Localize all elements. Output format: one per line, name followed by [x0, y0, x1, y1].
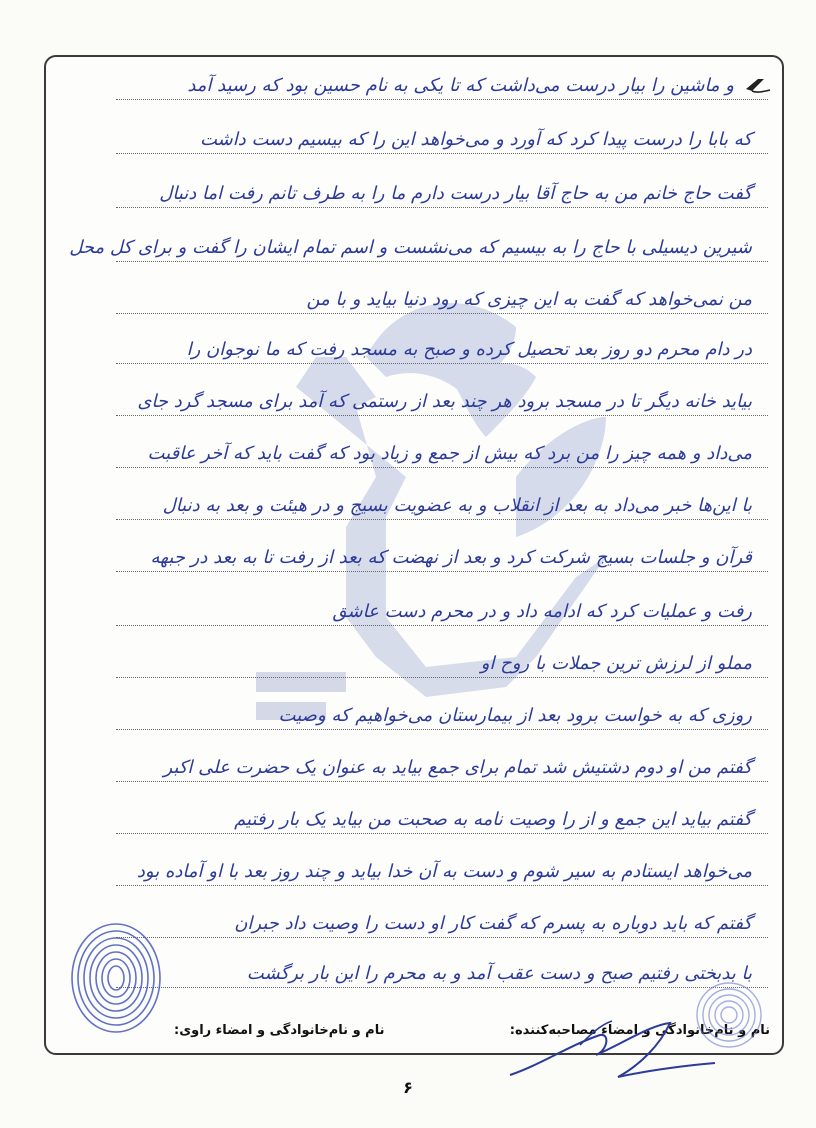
handwritten-line: می‌داد و همه چیز را من برد که بیش از جمع و زیاد بود که گفت باید که آخر عاقبت: [147, 443, 752, 464]
handwritten-line: در دام محرم دو روز بعد تحصیل کرده و صبح به مسجد رفت که ما نوجوان را: [186, 339, 752, 360]
ruled-line: [116, 571, 768, 572]
ruled-line: [116, 415, 768, 416]
ruled-line: [116, 99, 768, 100]
watermark-text-bar: [256, 672, 346, 692]
ruled-line: [116, 207, 768, 208]
ruled-line: [116, 153, 768, 154]
ruled-line: [116, 467, 768, 468]
page-number: ۶: [403, 1078, 413, 1097]
form-frame: [44, 55, 784, 1055]
handwritten-line: می‌خواهد ایستادم به سیر شوم و دست به آن خدا بیاید و چند روز بعد با او آماده بود: [136, 861, 752, 882]
handwritten-line: که بابا را درست پیدا کرد که آورد و می‌خواهد این را که بیسیم دست داشت: [199, 129, 752, 150]
handwritten-line: و ماشین را بیار درست می‌داشت که تا یکی به نام حسین بود که رسید آمد: [187, 75, 734, 96]
handwritten-line: بیاید خانه دیگر تا در مسجد برود هر چند بعد از رستمی که آمد برای مسجد گرد جای: [137, 391, 752, 412]
handwritten-line: روزی که به خواست برود بعد از بیمارستان می‌خواهیم که وصیت: [278, 705, 752, 726]
interviewer-signature-label: نام و نام‌خانوادگی و امضاء مصاحبه‌کننده:: [509, 1023, 770, 1038]
handwritten-line: گفتم من او دوم دشتیش شد تمام برای جمع بیاید به عنوان یک حضرت علی اکبر: [163, 757, 752, 778]
handwritten-line: گفت حاج خانم من به حاج آقا بیار درست دارم ما را به طرف تانم رفت اما دنبال: [159, 183, 752, 204]
handwritten-line: با این‌ها خبر می‌داد به بعد از انقلاب و به عضویت بسیج و در هیئت و بعد به دنبال: [162, 495, 752, 516]
handwritten-line: شیرین دیسیلی با حاج را به بیسیم که می‌نشست و اسم تمام ایشان را گفت و برای کل محل: [69, 237, 752, 258]
handwritten-line: رفت و عملیات کرد که ادامه داد و در محرم دست عاشق: [332, 601, 752, 622]
ruled-line: [116, 261, 768, 262]
narrator-signature-label: نام و نام‌خانوادگی و امضاء راوی:: [174, 1023, 385, 1038]
handwritten-line: گفتم که باید دوباره به پسرم که گفت کار او دست را وصیت داد جبران: [234, 913, 752, 934]
ruled-line: [116, 833, 768, 834]
handwritten-line: گفتم بیاید این جمع و از را وصیت نامه به صحبت من بیاید یک بار رفتیم: [234, 809, 752, 830]
handwritten-line: من نمی‌خواهد که گفت به این چیزی که رود دنیا بیاید و با من: [306, 289, 752, 310]
pen-writing-icon: [744, 75, 772, 95]
handwritten-signature: [500, 1015, 720, 1085]
fingerprint-stamp: [66, 918, 166, 1038]
handwritten-line: قرآن و جلسات بسیج شرکت کرد و بعد از نهضت که بعد از رفت تا به بعد در جبهه: [150, 547, 752, 568]
ruled-line: [116, 313, 768, 314]
ruled-line: [116, 625, 768, 626]
ruled-line: [116, 519, 768, 520]
ruled-line: [116, 885, 768, 886]
ruled-line: [116, 729, 768, 730]
handwritten-line: مملو از لرزش ترین جملات با روح او: [480, 653, 752, 674]
handwritten-line: با بدبختی رفتیم صبح و دست عقب آمد و به محرم را این بار برگشت: [246, 963, 752, 984]
ruled-line: [116, 363, 768, 364]
ruled-line: [116, 987, 768, 988]
ruled-line: [116, 937, 768, 938]
ruled-line: [116, 677, 768, 678]
ruled-line: [116, 781, 768, 782]
